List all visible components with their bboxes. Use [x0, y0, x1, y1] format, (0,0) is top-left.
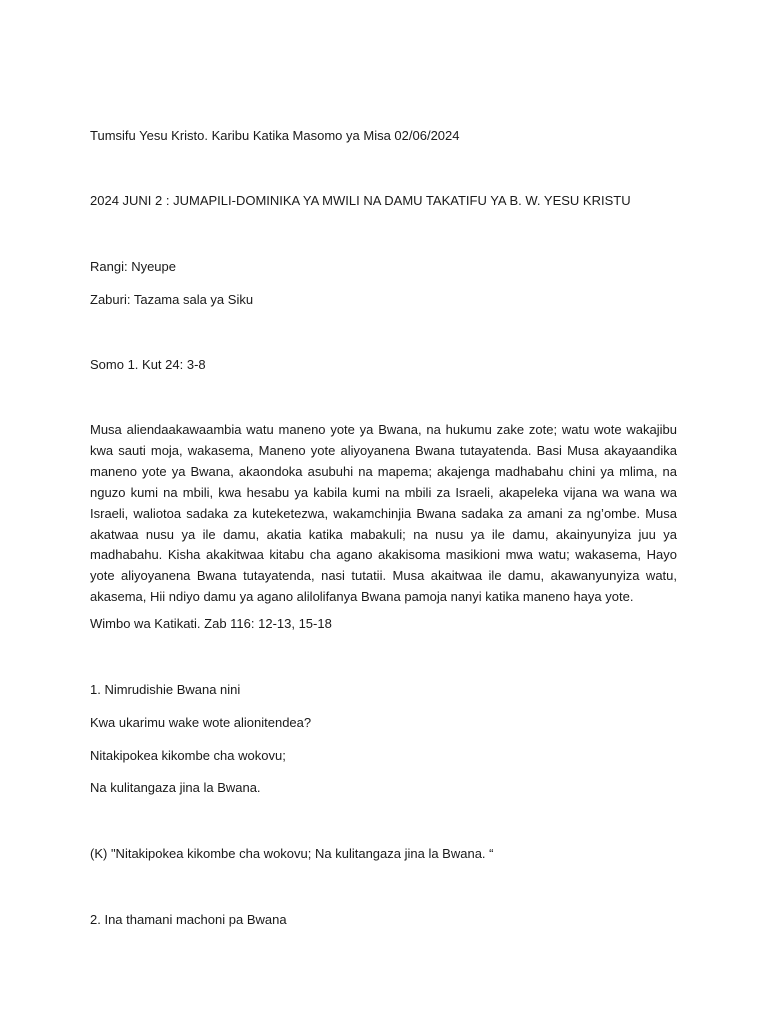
verse-1-line: Kwa ukarimu wake wote alionitendea? [90, 715, 312, 730]
psalm-title: Wimbo wa Katikati. Zab 116: 12-13, 15-18 [90, 616, 332, 631]
liturgical-color: Rangi: Nyeupe [90, 259, 176, 274]
psalm-reference: Zaburi: Tazama sala ya Siku [90, 292, 254, 307]
reading-1-text: Musa aliendaakawaambia watu maneno yote ya Bwana, na hukumu zake zote; watu wote wakajibu kwa sauti moja, wakasema, Maneno yote aliyoyanena Bwana tutayatenda. Basi Musa akayaandika maneno yote ya Bwana, akaondoka asubuhi na mapema; akajenga madhabahu chini ya mlima, na nguzo kumi na mbili, kwa hesabu ya kabila kumi na mbili za Israeli, akapeleka vijana wa wana wa Israeli, waliotoa sadaka za kuteketezwa, wakamchinjia Bwana sadaka za amani za ng’ombe. Musa akatwaa nusu ya ile damu, akatia katika mabakuli; na nusu ya ile damu, akainyunyiza juu ya madhabahu. Kisha akakitwaa kitabu cha agano akakisoma masikioni mwa watu; wakasema, Hayo yote aliyoyanena Bwana tutayatenda, nasi tutatii. Musa akaitwaa ile damu, akawanyunyiza watu, akasema, Hii ndiyo damu ya agano alilolifanya Bwana pamoja nanyi katika maneno haya yote. [90, 422, 677, 605]
verse-2-line: 2. Ina thamani machoni pa Bwana [90, 912, 287, 927]
verse-1-line: 1. Nimrudishie Bwana nini [90, 682, 241, 697]
verse-1-line: Na kulitangaza jina la Bwana. [90, 780, 261, 795]
verse-1-line: Nitakipokea kikombe cha wokovu; [90, 748, 286, 763]
document-heading: 2024 JUNI 2 : JUMAPILI-DOMINIKA YA MWILI NA DAMU TAKATIFU YA B. W. YESU KRISTU [90, 193, 631, 208]
greeting-line: Tumsifu Yesu Kristo. Karibu Katika Masomo ya Misa 02/06/2024 [90, 128, 460, 143]
reading-1-title: Somo 1. Kut 24: 3-8 [90, 357, 206, 372]
refrain: (K) "Nitakipokea kikombe cha wokovu; Na kulitangaza jina la Bwana. “ [90, 846, 494, 861]
